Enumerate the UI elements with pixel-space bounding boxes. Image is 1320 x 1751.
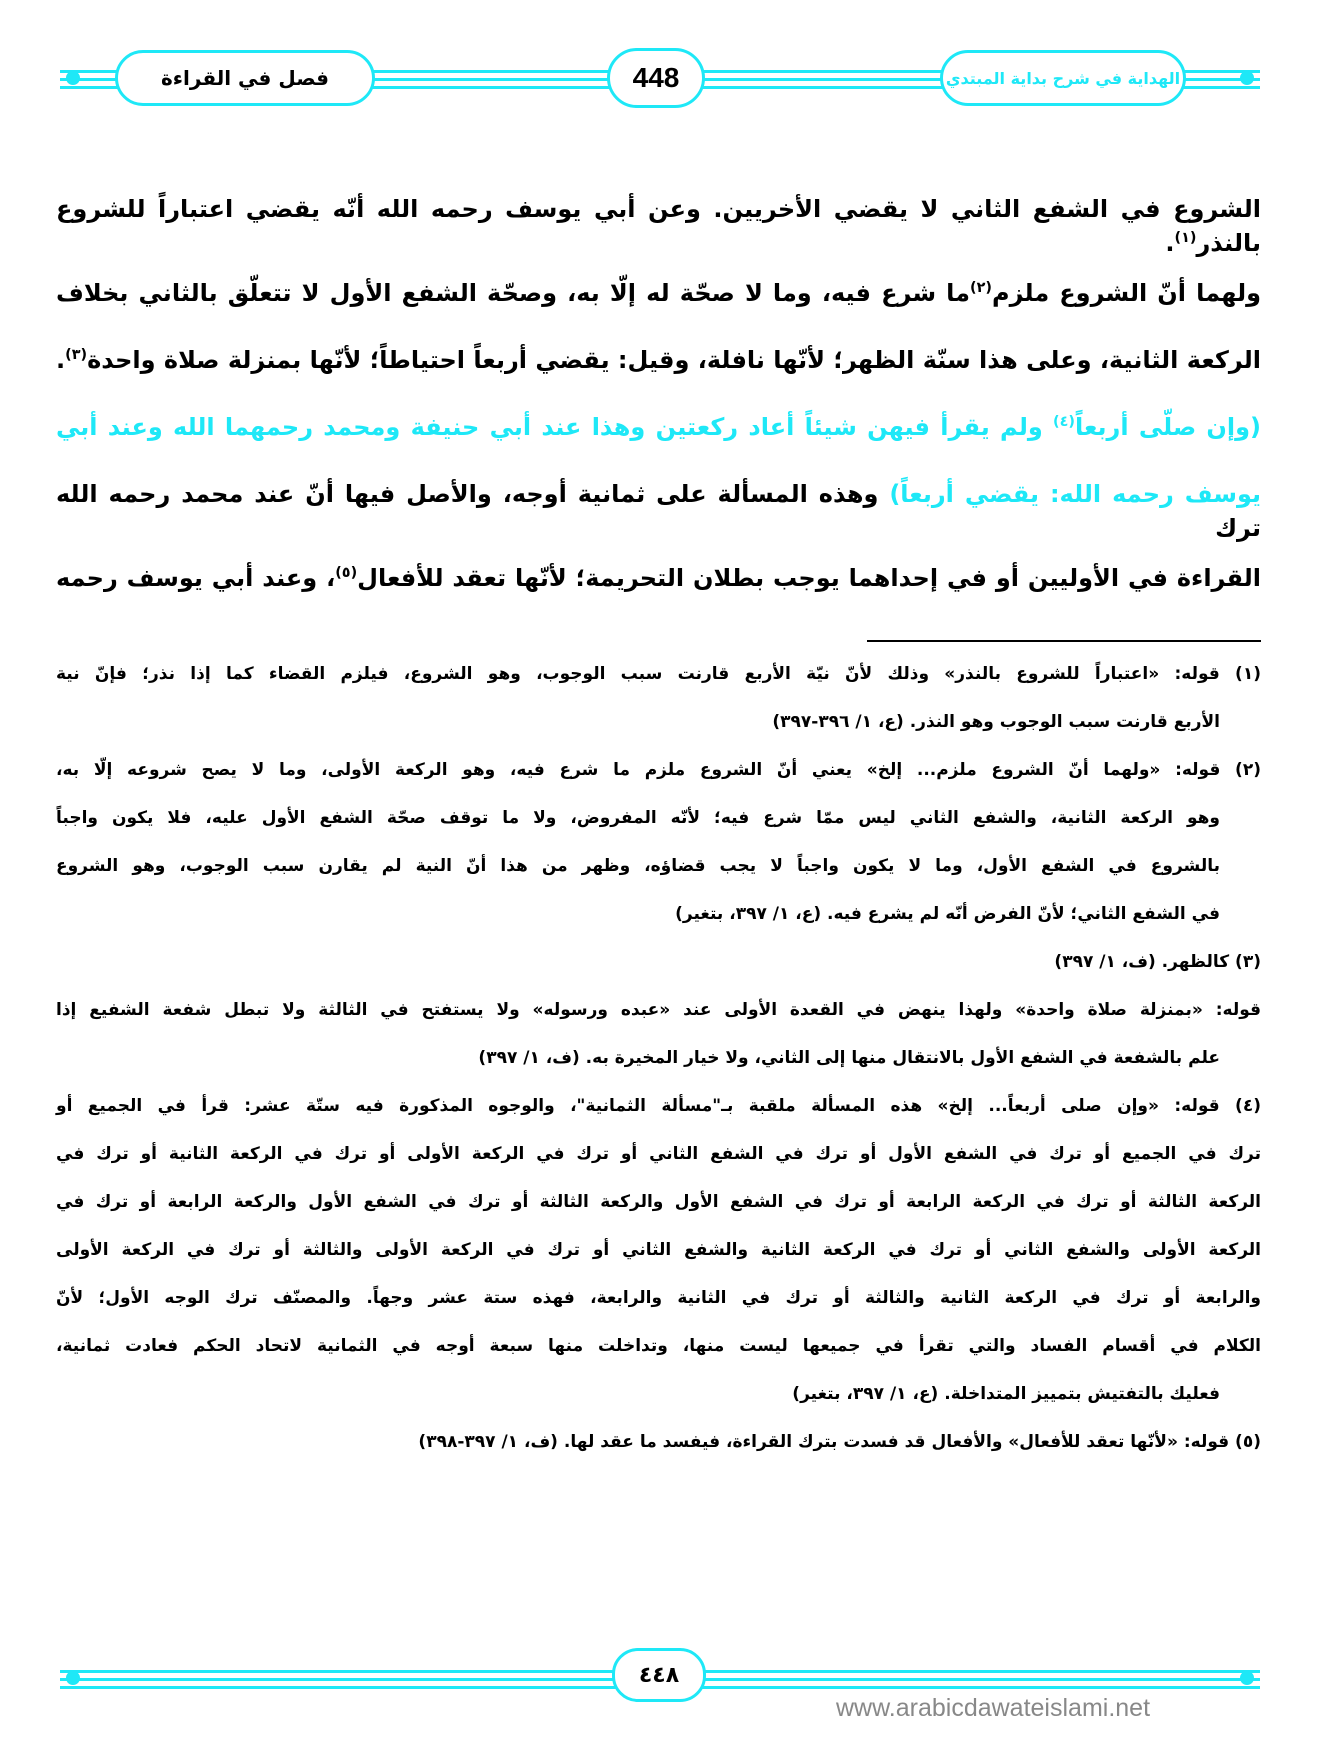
book-title-badge (940, 50, 1186, 106)
matn-text: (وإن صلّى أربعاً (1074, 413, 1261, 441)
footnote-line: بالشروع في الشفع الأول، وما لا يكون واجباً لا يجب قضاؤه، وظهر من هذا أنّ النية لم يقارن سبب الوجوب، وهو الشروع (56, 856, 1220, 876)
main-text-line (56, 545, 1261, 612)
footnote-marker[interactable]: (٤) (1053, 414, 1075, 430)
main-text-line (56, 461, 1261, 545)
matn-text: يوسف رحمه الله: يقضي أربعاً) (889, 480, 1261, 508)
footnote-marker[interactable]: (٢) (970, 280, 992, 296)
footnote-line: والرابعة أو ترك في الركعة الثانية والثالثة أو ترك في الثانية والرابعة، فهذه ستة عشر وجهاً. والمصنّف ترك الوجه الأول؛ لأنّ (56, 1288, 1261, 1308)
commentary-text: ما شرع فيه، وما لا صحّة له إلّا به، وصحّة الشفع الأول لا تتعلّق بالثاني بخلاف (56, 279, 971, 307)
commentary-text: القراءة في الأوليين أو في إحداهما يوجب بطلان التحريمة؛ لأنّها تعقد للأفعال (357, 564, 1261, 592)
footnote-line: الكلام في أقسام الفساد والتي تقرأ في جميعها ليست منها، وتداخلت منها سبعة أوجه في الثمانية لاتحاد الحكم فعادت ثمانية، (56, 1336, 1261, 1356)
main-text (56, 176, 1261, 612)
footnote-line: (٥) قوله: «لأنّها تعقد للأفعال» والأفعال قد فسدت بترك القراءة، فيفسد ما عقد لها. (ف، ١/ ٣٩٧-٣٩٨) (418, 1432, 1261, 1452)
footer-page-number: ٤٤٨ (638, 1662, 680, 1688)
footnote-line: ترك في الجميع أو ترك في الشفع الأول أو ترك في الشفع الثاني أو ترك في الركعة الأولى أو ترك في الركعة الثانية أو ترك في (56, 1144, 1261, 1164)
book-title-logo: الهداية في شرح بداية المبتدي (945, 68, 1181, 88)
footnote-line: قوله: «بمنزلة صلاة واحدة» ولهذا ينهض في القعدة الأولى عند «عبده ورسوله» ولا يستفتح في الثالثة ولا تبطل شفعة الشفيع إذا (56, 1000, 1261, 1020)
commentary-text: . (1165, 229, 1175, 257)
footnote-line: الركعة الثالثة أو ترك في الركعة الرابعة أو ترك في الشفع الأول والركعة الثالثة أو ترك في الشفع الأول والركعة الرابعة أو ترك في (56, 1192, 1261, 1212)
footnote-line: (٣) كالظهر. (ف، ١/ ٣٩٧) (1054, 952, 1261, 972)
section-title: فصل في القراءة (161, 66, 329, 90)
matn-text: ولم يقرأ فيهن شيئاً أعاد ركعتين وهذا عند أبي حنيفة ومحمد رحمهما الله وعند أبي (56, 413, 1054, 441)
footnote-line: (٤) قوله: «وإن صلى أربعاً... إلخ» هذه المسألة ملقبة بـ"مسألة الثمانية"، والوجوه المذكورة فيه ستّة عشر: قرأ في الجميع أو (56, 1096, 1261, 1116)
footnote-marker[interactable]: (٣) (65, 347, 88, 363)
section-title-badge (115, 50, 375, 106)
commentary-text: الركعة الثانية، وعلى هذا سنّة الظهر؛ لأنّها نافلة، وقيل: يقضي أربعاً احتياطاً؛ لأنّها بمنزلة صلاة واحدة (87, 346, 1261, 374)
footnote-line: وهو الركعة الثانية، والشفع الثاني ليس ممّا شرع فيه؛ لأنّه المفروض، ولا ما توقف صحّة الشفع الأول عليه، فلا يكون واجباً (56, 808, 1220, 828)
ornament-end-icon (66, 71, 80, 85)
commentary-text: وهذه المسألة على ثمانية أوجه، والأصل فيها أنّ عند محمد رحمه الله ترك (56, 480, 1261, 542)
footnote-line: علم بالشفعة في الشفع الأول بالانتقال منها إلى الثاني، ولا خيار المخيرة به. (ف، ١/ ٣٩٧) (478, 1048, 1220, 1068)
footnote-line: في الشفع الثاني؛ لأنّ الفرض أنّه لم يشرع فيه. (ع، ١/ ٣٩٧، بتغير) (675, 904, 1220, 924)
footnote-marker[interactable]: (١) (1174, 230, 1197, 246)
ornament-end-icon (66, 1671, 80, 1685)
footnote-line: الركعة الأولى والشفع الثاني أو ترك في الركعة الثانية والشفع الثاني أو ترك في الركعة الأولى والثالثة أو ترك في الركعة الأولى (56, 1240, 1261, 1260)
commentary-text: ، وعند أبي يوسف رحمه (56, 564, 336, 592)
footnote-separator (867, 640, 1261, 642)
footnotes (56, 650, 1261, 1466)
ornament-end-icon (1240, 1671, 1254, 1685)
main-text-line (56, 327, 1261, 394)
footnote-line: فعليك بالتفتيش بتمييز المتداخلة. (ع، ١/ ٣٩٧، بتغير) (792, 1384, 1220, 1404)
ornament-end-icon (1240, 71, 1254, 85)
footnote-marker[interactable]: (٥) (335, 565, 358, 581)
website-url[interactable]: www.arabicdawateislami.net (836, 1694, 1151, 1722)
main-text-line (56, 394, 1261, 461)
page-content (56, 176, 1261, 1466)
page-number: 448 (632, 62, 680, 93)
footer-page-number-badge (612, 1648, 706, 1702)
commentary-text: . (56, 346, 66, 374)
footnote-line: (١) قوله: «اعتباراً للشروع بالنذر» وذلك لأنّ نيّة الأربع قارنت سبب الوجوب، وهو الشروع، فيلزم القضاء كما إذا نذر؛ فإنّ نية (56, 664, 1261, 684)
footnote-line: (٢) قوله: «ولهما أنّ الشروع ملزم... إلخ» يعني أنّ الشروع ملزم ما شرع فيه، وهو الركعة الأولى، وما لا يصح شروعه إلّا به، (56, 760, 1261, 780)
main-text-line (56, 176, 1261, 260)
main-text-line (56, 260, 1261, 327)
page-number-badge (607, 48, 705, 108)
footnote-line: الأربع قارنت سبب الوجوب وهو النذر. (ع، ١/ ٣٩٦-٣٩٧) (772, 712, 1220, 732)
commentary-text: الشروع في الشفع الثاني لا يقضي الأخريين. وعن أبي يوسف رحمه الله أنّه يقضي اعتباراً للشروع بالنذر (56, 195, 1261, 257)
commentary-text: ولهما أنّ الشروع ملزم (992, 279, 1261, 307)
